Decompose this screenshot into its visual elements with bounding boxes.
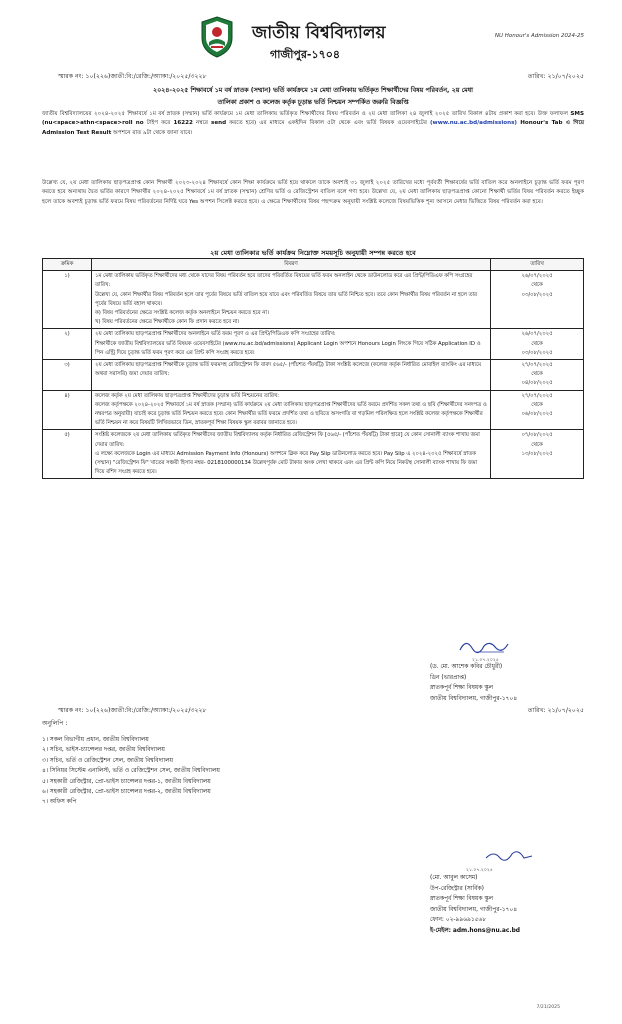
copies-heading: অনুলিপি : [42, 720, 68, 727]
memo-date: তারিখ: ২১/০৭/২০২৫ [527, 73, 584, 80]
date-cell: ২৬/০৭/২০২৫ থেকে ০৩/০৮/২০২৫ [491, 271, 584, 329]
registrar-sign-date: ২১.০৭.২০২৫ [466, 868, 493, 873]
table-row [43, 390, 584, 430]
registrar-signatory-block: (মো. আবুল কাসেম) উপ-রেজিস্ট্রার (সার্বিক) স্নাতকপূর্ব শিক্ষা বিষয়ক স্কুল জাতীয় বিশ্ববিদ্যালয়, গাজীপুর-১৭০৪ ফোন: ০২-৯৯৬৯১৫৬৮ ই-মেইল: adm.hons@nu.ac.bd [430, 875, 521, 934]
notice-subject [42, 85, 584, 108]
date-cell: ২৬/০৭/২০২৫ থেকে ০৩/০৮/২০২৫ [491, 329, 584, 360]
list-item: ৫। সহকারী রেজিস্ট্রার, প্রো-ভাইস চ্যান্সেলর দপ্তর-১, জাতীয় বিশ্ববিদ্যালয় [42, 778, 211, 785]
university-name: জাতীয় বিশ্ববিদ্যালয় [252, 23, 386, 43]
list-item: ১। সকল বিভাগীয় প্রধান, জাতীয় বিশ্ববিদ্যালয় [42, 737, 149, 743]
memo-number-2: স্মারক নং: ১০(২২৬)জাতী:বি:/রেজি:/অ্যাকা:/২০২৫/৩২২৮ [58, 707, 207, 714]
serial-cell: ১) [43, 271, 92, 329]
sms-shortcode: 16222 [173, 120, 193, 127]
list-item: ৪। সিনিয়র সিস্টেম এনালিস্ট, ভর্তি ও রেজিস্ট্রেশন সেল, জাতীয় বিশ্ববিদ্যালয় [42, 768, 220, 775]
table-row [43, 271, 584, 329]
serial-cell: ৪) [43, 390, 92, 430]
result-option: Admission Test Result [42, 129, 112, 136]
list-item: ৬। সহকারী রেজিস্ট্রার, প্রো-ভাইস চ্যান্সেলর দপ্তর-২, জাতীয় বিশ্ববিদ্যালয় [42, 789, 211, 796]
description-cell: ২য় মেধা তালিকায় ছাড়পত্রপ্রাপ্ত শিক্ষার্থীকে চূড়ান্ত ভর্তি ফরমসহ রেজিস্ট্রেশন ফি বাবদ ৫৬৫/- (পাঁচশত পঁয়ষট্টি) টাকা সংশ্লিষ্ট কলেজে (কলেজ কর্তৃক নির্ধারিত মোবাইল ব্যাংকিং এর মাধ্যমে অথবা সরাসরি) জমা দেয়ার তারিখ: [92, 360, 491, 391]
notice-paragraph-1: জাতীয় বিশ্ববিদ্যালয়ের ২০২৪-২০২৫ শিক্ষাবর্ষে ১ম বর্ষ স্নাতক (সম্মান) ভর্তি কার্যক্রমে ১ম মেধা তালিকায় ভর্তিকৃত শিক্ষার্থীদের বিষয় পরিবর্তন ও ২য় মেধা তালিকা ২৪ জুলাই ২০২৫ তারিখ বিকাল ৪টায় প্রকাশ করা হবে। উক্ত ফলাফল SMS (nu<space>athn<space>roll no টাইপ করে 16222 নম্বরে send করতে হবে) এর মাধ্যমে একইদিন বিকাল ৫টা থেকে এবং ভর্তি বিষয়ক ওয়েবসাইটের (www.nu.ac.bd/admissions) Honour's Tab এ গিয়ে Admission Test Result অপশনে রাত ৯টা থেকে জানা যাবে। [42, 111, 585, 136]
column-header: বিবরণ [92, 259, 491, 271]
memo-number: স্মারক নং: ১০(২২৬)জাতী:বি:/রেজি:/অ্যাকা:/২০২৫/৩২২৮ [58, 73, 207, 80]
description-cell: ২য় মেধা তালিকায় ছাড়পত্রপ্রাপ্ত শিক্ষার্থীদের অনলাইনে ভর্তি ফরম পূরণ ও এর প্রিন্ট/পিডিএফ কপি সংগ্রহের তারিখ: শিক্ষার্থীকে জাতীয় বিশ্ববিদ্যালয়ের ভর্তি বিষয়ক ওয়েবসাইটের (www.nu.ac.bd/admissions) Applicant Login অপশনে Honours Login লিংকে গিয়ে সঠিক Application ID ও পিন এন্ট্রি দিয়ে চূড়ান্ত ভর্তি ফরম পূরণ করে এর প্রিন্ট কপি সংগ্রহ করতে হবে। [92, 329, 491, 360]
subject-line: তালিকা প্রকাশ ও কলেজ কর্তৃক চূড়ান্ত ভর্তি নিশ্চয়ন সম্পর্কিত জরুরি বিজ্ঞপ্তি [217, 98, 409, 106]
date-cell: ২৭/০৭/২০২৫ থেকে ০৬/০৮/২০২৫ [491, 390, 584, 430]
description-cell: সংশ্লিষ্ট কলেজকে ২য় মেধা তালিকায় ভর্তিকৃত শিক্ষার্থীদের জাতীয় বিশ্ববিদ্যালয় কর্তৃক নির্ধারিত রেজিস্ট্রেশন ফি [৫৬৫/- (পাঁচশত পঁয়ষট্টি) টাকা হারে] যে কোন সোনালী ব্যাংক শাখায় জমা দেয়ার তারিখ: এ লক্ষ্যে কলেজকে Login এর মাধ্যমে Admission Payment Info (Honours) অপশনে ক্লিক করে Pay Slip ডাউনলোড করতে হবে। Pay Slip এ ২০২৪-২০২৫ শিক্ষাবর্ষে স্নাতক (সম্মান) "রেজিস্ট্রেশন ফি" খাতের সঞ্চয়ী হিসাব নম্বর- 0218100000134 উল্লেখপূর্বক মোট টাকার অংক লেখা থাকবে এবং এর প্রিন্ট কপি নিয়ে নিকটস্থ সোনালী ব্যাংক শাখায় ফি জমা দিয়ে রশিদ সংগ্রহ করতে হবে। [92, 430, 491, 479]
table-row [43, 360, 584, 391]
serial-cell: ৫) [43, 430, 92, 479]
memo-date-2: তারিখ: ২১/০৭/২০২৫ [527, 707, 584, 714]
serial-cell: ২) [43, 329, 92, 360]
sms-send: send [211, 120, 227, 127]
table-row [43, 430, 584, 479]
table-row [43, 329, 584, 360]
dean-signatory-block: (ড. মো. আশেক কবির চৌধুরী) ডিন (ভারপ্রাপ্ত) স্নাতকপূর্ব শিক্ষা বিষয়ক স্কুল জাতীয় বিশ্ববিদ্যালয়, গাজীপুর-১৭০৪ [430, 664, 518, 702]
date-cell: ০৭/০৮/২০২৫ থেকে ১৩/০৮/২০২৫ [491, 430, 584, 479]
subject-line: ২০২৪-২০২৫ শিক্ষাবর্ষে ১ম বর্ষ স্নাতক (সম্মান) ভর্তি কার্যক্রমে ১ম মেধা তালিকায় ভর্তিকৃত শিক্ষার্থীদের বিষয় পরিবর্তন, ২য় মেধা [152, 87, 473, 94]
university-logo-icon [200, 16, 234, 58]
footer-date: 7/21/2025 [536, 1005, 560, 1010]
schedule-title: ২য় মেধা তালিকার ভর্তি কার্যক্রম নিম্নোক্ত সময়সূচি অনুযায়ী সম্পন্ন করতে হবে [210, 249, 416, 257]
admission-website-link[interactable]: (www.nu.ac.bd/admissions) [429, 120, 517, 127]
registrar-signature-icon [482, 846, 536, 866]
column-header: তারিখ [491, 259, 584, 271]
notice-paragraph-2: উল্লেখ্য যে, ২য় মেধা তালিকায় ছাড়পত্রপ্রাপ্ত কোন শিক্ষার্থী ২০২৩-২০২৪ শিক্ষাবর্ষে কোন শিক্ষা কার্যক্রমে ভর্তি হয়ে থাকলে তাকে অবশ্যই ৩১ জুলাই ২০২৫ তারিখের মধ্যে পূর্ববর্তী শিক্ষাবর্ষের ভর্তি বাতিল করে অনলাইনে চূড়ান্ত ভর্তি ফরম পূরণ করতে হবে অন্যথায় দ্বৈত ভর্তির কারণে শিক্ষার্থীর ২০২৪-২০২৫ শিক্ষাবর্ষে ১ম বর্ষ স্নাতক (সম্মান) শ্রেণির ভর্তি ও রেজিস্ট্রেশন বাতিল বলে গণ্য হবে। উল্লেখ্য যে, ২য় মেধা তালিকায় ছাড়পত্রপ্রাপ্ত কোনো শিক্ষার্থী ভর্তির বিষয় পরিবর্তন করতে ইচ্ছুক হলে তাকে অবশ্যই চূড়ান্ত ভর্তি ফরমে বিষয় পরিবর্তনের নির্দিষ্ট ঘরে Yes অপশন সিলেক্ট করতে হবে। এ ক্ষেত্রে শিক্ষার্থীদের বিষয় পছন্দক্রম অনুযায়ী সংশ্লিষ্ট কলেজে বিষয়ভিত্তিক শূন্য আসনে মেধার ভিত্তিতে বিষয় পরিবর্তন করা হবে। [42, 180, 584, 205]
date-cell: ২৭/০৭/২০২৫ থেকে ০৪/০৮/২০২৫ [491, 360, 584, 391]
list-item: ৩। সচিব, ভর্তি ও রেজিস্ট্রেশন সেল, জাতীয় বিশ্ববিদ্যালয় [42, 757, 173, 764]
email-label: ই-মেইল: [430, 927, 451, 934]
column-header: ক্রমিক [43, 259, 92, 271]
table-header-row [43, 259, 584, 271]
sms-format: SMS (nu<space>athn<space>roll no [42, 111, 584, 127]
copies-list [42, 735, 220, 808]
list-item: ৭। অফিস কপি [42, 799, 77, 806]
dean-sign-date: ২১.০৭.২০২৫ [472, 658, 499, 663]
university-city: গাজীপুর-১৭০৪ [270, 48, 341, 61]
description-cell: কলেজ কর্তৃক ২য় মেধা তালিকায় ছাড়পত্রপ্রাপ্ত শিক্ষার্থীদের চূড়ান্ত ভর্তি নিশ্চয়নের তারিখ: কলেজ কর্তৃপক্ষকে ২০২৪-২০২৫ শিক্ষাবর্ষে ১ম বর্ষ স্নাতক (সম্মান) ভর্তি কার্যক্রমে ২য় মেধা তালিকায় ছাড়পত্রপ্রাপ্ত শিক্ষার্থীদের ভর্তি ফরমে প্রদর্শিত সকল তথ্য ও ছবি (শিক্ষার্থীদের সনদপত্র ও নম্বরপত্র অনুযায়ী) যাচাই করে চূড়ান্ত ভর্তি নিশ্চয়ন করতে হবে। কোন শিক্ষার্থীর ভর্তি ফরমে প্রদর্শিত তথ্য ও ছবিতে অসংগতি বা গড়মিল পরিলক্ষিত হলে সংশ্লিষ্ট কলেজ কর্তৃপক্ষকে শিক্ষার্থীর ভর্তি নিশ্চয়ন না করে বিষয়টি লিখিতভাবে ডিন, স্নাতকপূর্ব শিক্ষা বিষয়ক স্কুল বরাবর জানাতে হবে। [92, 390, 491, 430]
serial-cell: ৩) [43, 360, 92, 391]
schedule-table [42, 258, 584, 479]
list-item: ২। সচিব, ভাইস-চ্যান্সেলর দপ্তর, জাতীয় বিশ্ববিদ্যালয় [42, 747, 165, 754]
email-link[interactable]: adm.hons@nu.ac.bd [452, 927, 521, 934]
dean-signature-icon [456, 636, 526, 658]
description-cell: ১ম মেধা তালিকায় ভর্তিকৃত শিক্ষার্থীদের মধ্য থেকে যাদের বিষয় পরিবর্তন হবে তাদের পরিবর্তিত বিষয়ের ভর্তি ফরম অনলাইন থেকে ডাউনলোড করে এর প্রিন্ট/পিডিএফ কপি সংগ্রহের তারিখ: উল্লেখ্য যে, কোন শিক্ষার্থীর বিষয় পরিবর্তন হলে তার পূর্বের বিষয়ে ভর্তি বাতিল হয়ে যাবে এবং পরিবর্তিত বিষয়ে তার ভর্তি নিশ্চিত হবে। তবে কোন শিক্ষার্থীর বিষয় পরিবর্তন না হলে তার পূর্বের বিষয়ে ভর্তি বহাল থাকবে। ক) বিষয় পরিবর্তনের ক্ষেত্রে সংশ্লিষ্ট কলেজ কর্তৃক অনলাইনে নিশ্চয়ন করতে হবে না। খ) বিষয় পরিবর্তনের ক্ষেত্রে শিক্ষার্থীকে কোন ফি প্রদান করতে হবে না। [92, 271, 491, 329]
header-note: NU Honour's Admission 2024-25 [494, 33, 584, 39]
